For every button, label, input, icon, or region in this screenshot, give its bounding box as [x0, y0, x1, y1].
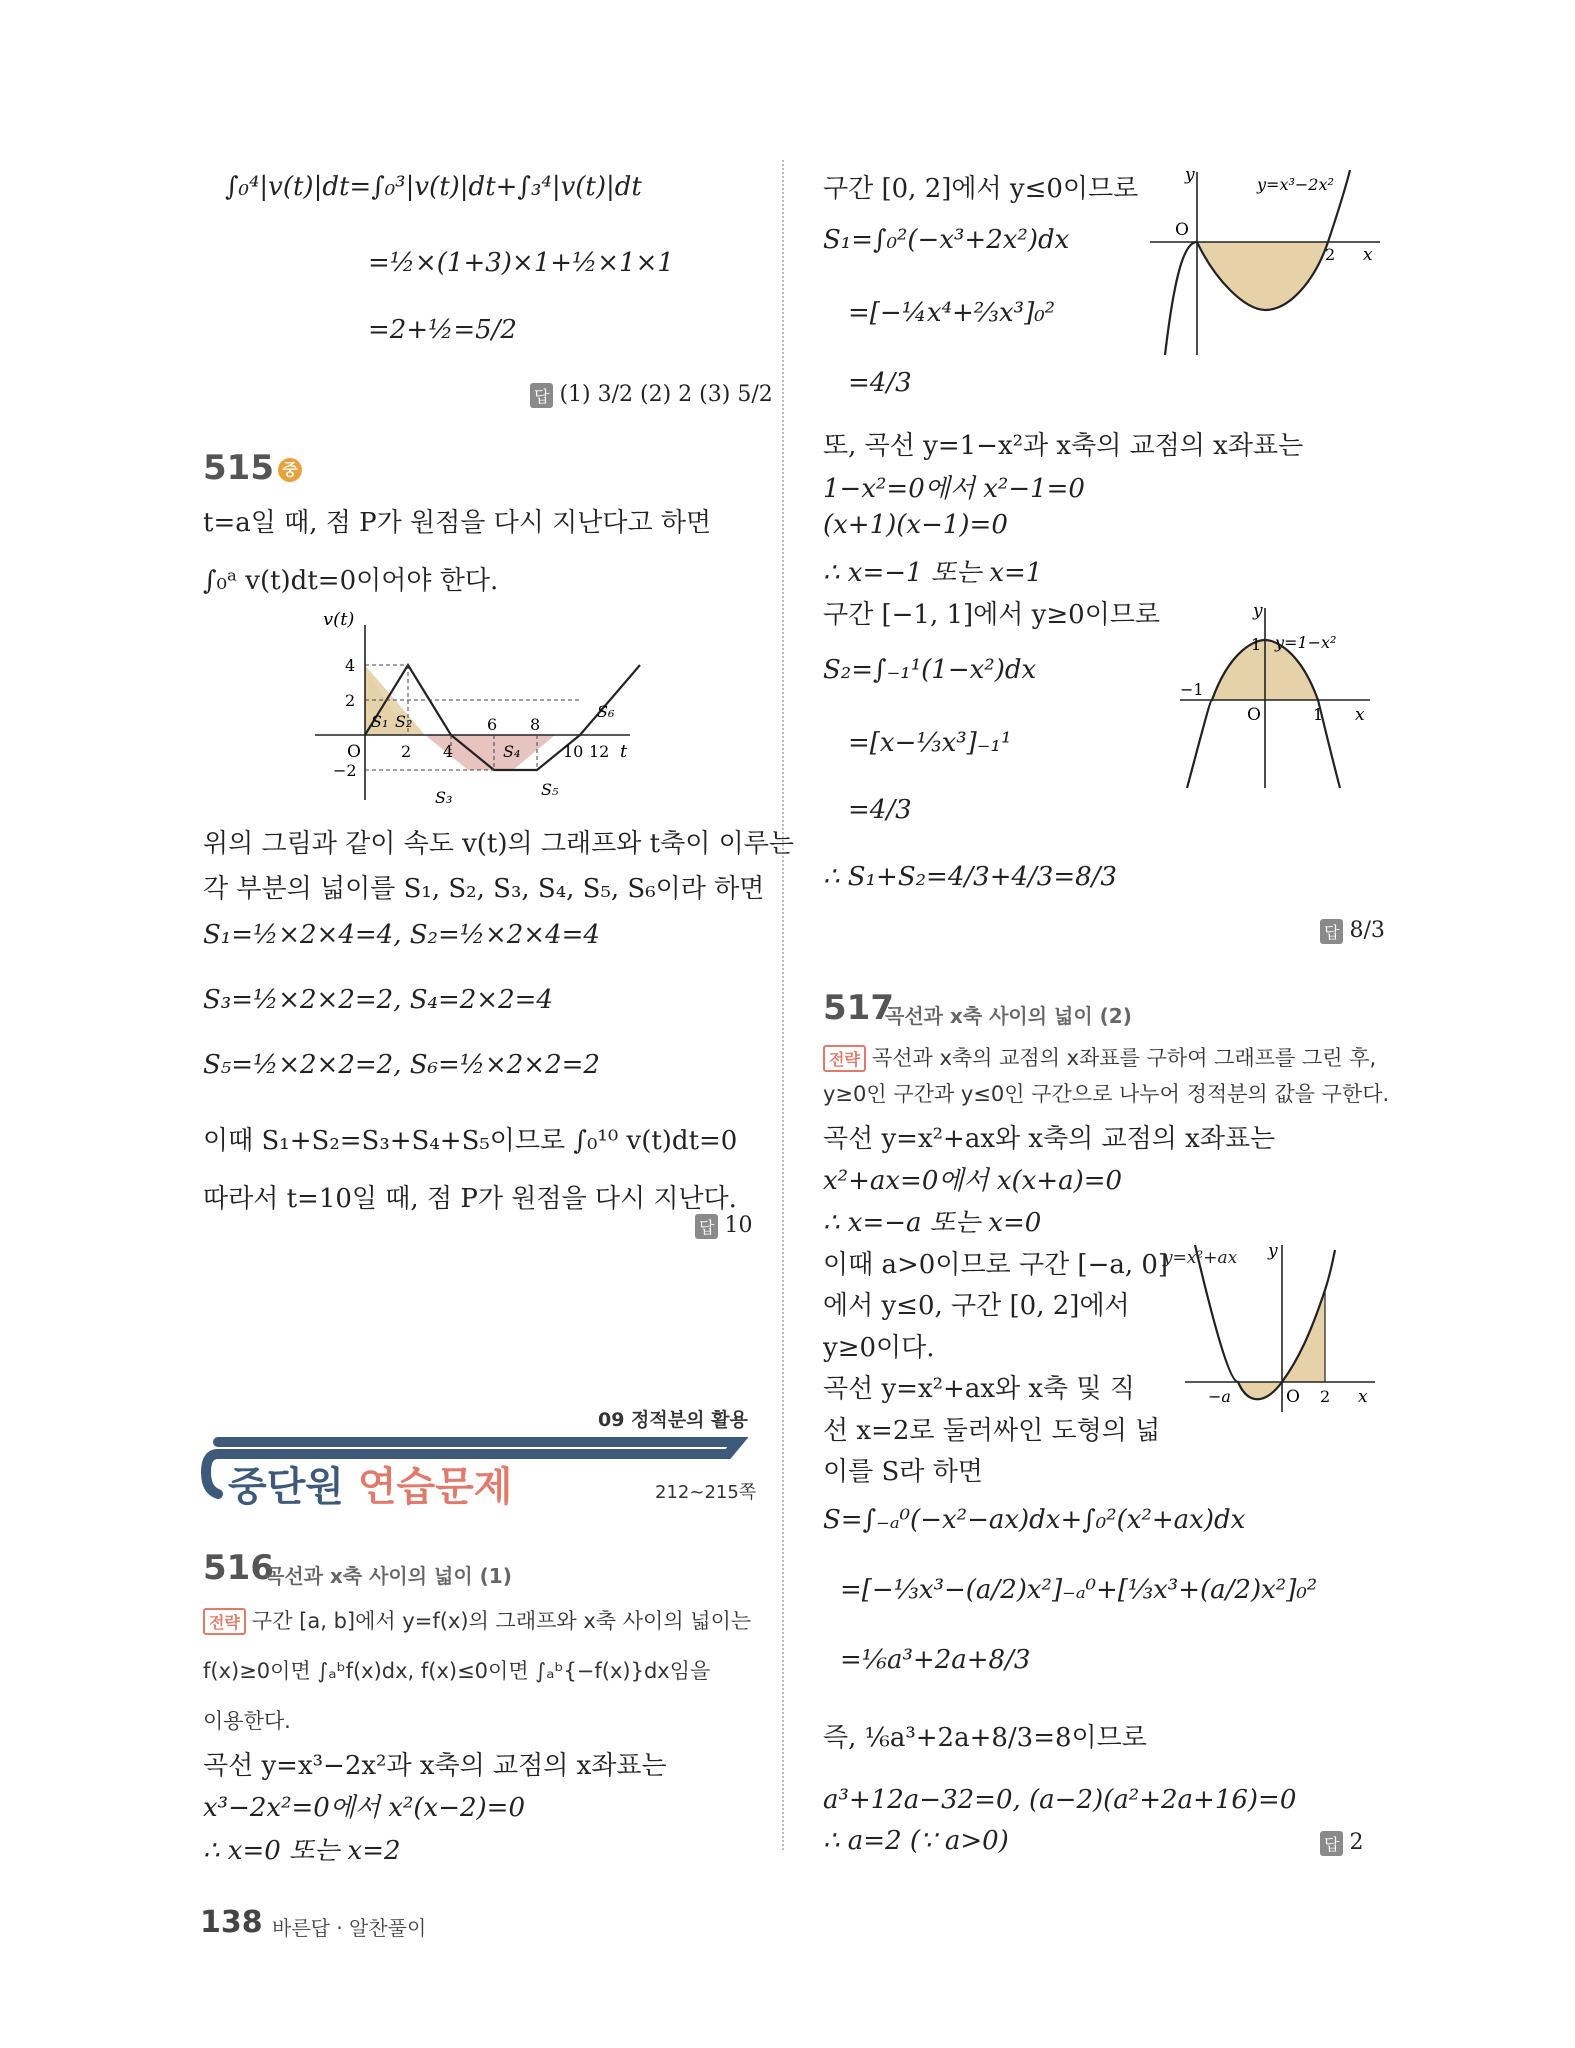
xtick: −1 [1180, 680, 1204, 699]
eq-line: S=∫₋ₐ⁰(−x²−ax)dx+∫₀²(x²+ax)dx [823, 1505, 1246, 1535]
xtick: 2 [1325, 245, 1336, 264]
curve-label: y=x³−2x² [1257, 175, 1334, 194]
eq-line: S₅=½×2×2=2, S₆=½×2×2=2 [203, 1050, 600, 1080]
eq-line: ∫₀⁴|v(t)|dt=∫₀³|v(t)|dt+∫₃⁴|v(t)|dt [225, 172, 642, 202]
difficulty-badge: 중 [278, 458, 302, 482]
strategy-badge: 전략 [823, 1045, 866, 1072]
eq-line: ∴ x=−a 또는 x=0 [823, 1208, 1042, 1238]
answer-516 [1320, 918, 1385, 944]
xtick: 6 [487, 715, 498, 734]
eq-line: S₁=∫₀²(−x³+2x²)dx [823, 225, 1070, 255]
ylabel: y [1185, 165, 1195, 185]
xtick: 1 [1313, 705, 1324, 724]
eq-line: =⅙a³+2a+8/3 [840, 1645, 1031, 1675]
velocity-graph [305, 605, 645, 805]
footer-title: 바른답 · 알찬풀이 [272, 1916, 427, 1940]
section-title-b: 연습문제 [357, 1464, 513, 1510]
section-title [228, 1455, 512, 1512]
region-label: S₅ [541, 780, 559, 799]
xtick: −a [1208, 1387, 1231, 1406]
eq-line: ∴ x=−1 또는 x=1 [823, 558, 1043, 588]
xtick: 2 [1320, 1387, 1331, 1406]
eq-line: (x+1)(x−1)=0 [823, 510, 1008, 540]
xtick: 12 [589, 742, 610, 761]
eq-line: =½×(1+3)×1+½×1×1 [368, 248, 674, 278]
eq-line: =[−⅓x³−(a/2)x²]₋ₐ⁰+[⅓x³+(a/2)x²]₀² [840, 1575, 1318, 1605]
region-label: S₂ [395, 712, 413, 731]
problem-title: 곡선과 x축 사이의 넓이 (2) [885, 1004, 1132, 1028]
eq-line: a³+12a−32=0, (a−2)(a²+2a+16)=0 [823, 1785, 1297, 1815]
section-title-a: 중단원 [228, 1464, 344, 1510]
region-label: S₃ [435, 788, 453, 805]
eq-line: ∴ S₁+S₂=4/3+4/3=8/3 [823, 862, 1117, 892]
eq-line: ∴ a=2 (∵ a>0) [823, 1826, 1009, 1856]
answer-value: (1) 3/2 (2) 2 (3) 5/2 [559, 382, 773, 407]
origin-label: O [347, 742, 361, 762]
eq-line: =2+½=5/2 [368, 315, 517, 345]
ylabel: y [1253, 601, 1263, 621]
text-line: 각 부분의 넓이를 S₁, S₂, S₃, S₄, S₅, S₆이라 하면 [203, 874, 765, 904]
text-line: 에서 y≤0, 구간 [0, 2]에서 [823, 1291, 1130, 1321]
eq-line: =4/3 [848, 795, 912, 825]
text-line: 이때 S₁+S₂=S₃+S₄+S₅이므로 ∫₀¹⁰ v(t)dt=0 [203, 1126, 738, 1156]
region-label: S₄ [503, 742, 521, 761]
xtick: 10 [563, 742, 584, 761]
strategy-text: 곡선과 x축의 교점의 x좌표를 구하여 그래프를 그린 후, [871, 1046, 1377, 1070]
problem-number-517: 517 [823, 988, 894, 1028]
page-number: 138 [200, 1905, 263, 1940]
problem-title: 곡선과 x축 사이의 넓이 (1) [265, 1564, 512, 1588]
xlabel: x [1358, 1387, 1368, 1407]
text-line: 구간 [−1, 1]에서 y≥0이므로 [823, 600, 1161, 630]
ytick: 1 [1251, 635, 1262, 654]
chapter-label: 09 정적분의 활용 [598, 1409, 748, 1431]
answer-badge: 답 [695, 1214, 718, 1239]
text-line: 구간 [0, 2]에서 y≤0이므로 [823, 174, 1139, 204]
text-line: 또, 곡선 y=1−x²과 x축의 교점의 x좌표는 [823, 431, 1304, 461]
graph-parabola [1175, 600, 1375, 790]
origin-label: O [1286, 1387, 1300, 1407]
text-line: 위의 그림과 같이 속도 v(t)의 그래프와 t축이 이루는 [203, 829, 794, 859]
ylabel: v(t) [323, 609, 355, 630]
strategy-text: 구간 [a, b]에서 y=f(x)의 그래프와 x축 사이의 넓이는 [251, 1609, 752, 1633]
text-line: 곡선 y=x³−2x²과 x축의 교점의 x좌표는 [203, 1751, 667, 1781]
xtick: 8 [530, 715, 541, 734]
curve-label: y=x²+ax [1163, 1248, 1238, 1268]
text-line: y≥0이다. [823, 1333, 935, 1363]
xlabel: x [1355, 705, 1365, 725]
eq-line: =[x−⅓x³]₋₁¹ [848, 728, 1012, 758]
eq-line: 1−x²=0에서 x²−1=0 [823, 474, 1085, 504]
answer-517 [1320, 1830, 1363, 1856]
eq-line: x³−2x²=0에서 x²(x−2)=0 [203, 1793, 526, 1823]
strategy-line: 이용한다. [203, 1709, 291, 1733]
eq-line: ∴ x=0 또는 x=2 [203, 1836, 401, 1866]
answer-badge: 답 [530, 383, 553, 408]
strategy-line: y≥0인 구간과 y≤0인 구간으로 나누어 정적분의 값을 구한다. [823, 1082, 1390, 1106]
ytick: −2 [333, 761, 357, 780]
origin-label: O [1247, 705, 1261, 725]
xlabel: x [1363, 245, 1373, 265]
strategy-badge: 전략 [203, 1608, 246, 1635]
xlabel: t [620, 741, 628, 762]
ylabel: y [1268, 1241, 1278, 1261]
eq-line: S₂=∫₋₁¹(1−x²)dx [823, 655, 1037, 685]
text-line: 이때 a>0이므로 구간 [−a, 0] [823, 1250, 1169, 1280]
text-line: 따라서 t=10일 때, 점 P가 원점을 다시 지난다. [203, 1184, 737, 1214]
strategy-line [203, 1605, 751, 1635]
region-label: S₆ [597, 702, 615, 721]
eq-line: =[−¼x⁴+⅔x³]₀² [848, 298, 1056, 328]
answer-value: 10 [724, 1213, 753, 1238]
text-line: 선 x=2로 둘러싸인 도형의 넓 [823, 1416, 1161, 1446]
text-line: 곡선 y=x²+ax와 x축의 교점의 x좌표는 [823, 1124, 1276, 1154]
strategy-line: f(x)≥0이면 ∫ₐᵇf(x)dx, f(x)≤0이면 ∫ₐᵇ{−f(x)}dx임을 [203, 1659, 711, 1683]
text-line: 즉, ⅙a³+2a+8/3=8이므로 [823, 1723, 1147, 1753]
region-label: S₁ [371, 712, 389, 731]
answer-badge: 답 [1320, 919, 1343, 944]
text-line: ∫₀ᵃ v(t)dt=0이어야 한다. [203, 566, 499, 596]
xtick: 4 [443, 742, 454, 761]
column-divider [782, 160, 784, 1850]
text-line: 곡선 y=x²+ax와 x축 및 직 [823, 1374, 1135, 1404]
text-line: 이를 S라 하면 [823, 1457, 983, 1487]
eq-line: =4/3 [848, 368, 912, 398]
answer-value: 2 [1349, 1830, 1364, 1855]
eq-line: x²+ax=0에서 x(x+a)=0 [823, 1166, 1123, 1196]
ytick: 4 [345, 656, 356, 675]
answer-value: 8/3 [1349, 918, 1385, 943]
text-line: t=a일 때, 점 P가 원점을 다시 지난다고 하면 [203, 508, 712, 538]
answer-badge: 답 [1320, 1831, 1343, 1856]
region-pos [1282, 1290, 1325, 1382]
origin-label: O [1175, 220, 1189, 240]
xtick: 2 [401, 742, 412, 761]
problem-number-515: 515 중 [203, 448, 302, 488]
graph-cubic [1145, 160, 1385, 360]
eq-line: S₃=½×2×2=2, S₄=2×2=4 [203, 985, 553, 1015]
strategy-line [823, 1042, 1376, 1072]
eq-line: S₁=½×2×4=4, S₂=½×2×4=4 [203, 920, 600, 950]
problem-number-516: 516 [203, 1548, 274, 1588]
answer-515 [695, 1213, 752, 1239]
page-range: 212~215쪽 [655, 1482, 757, 1503]
curve-label: y=1−x² [1275, 633, 1337, 652]
ytick: 2 [345, 691, 356, 710]
answer-515-prev [530, 382, 773, 408]
